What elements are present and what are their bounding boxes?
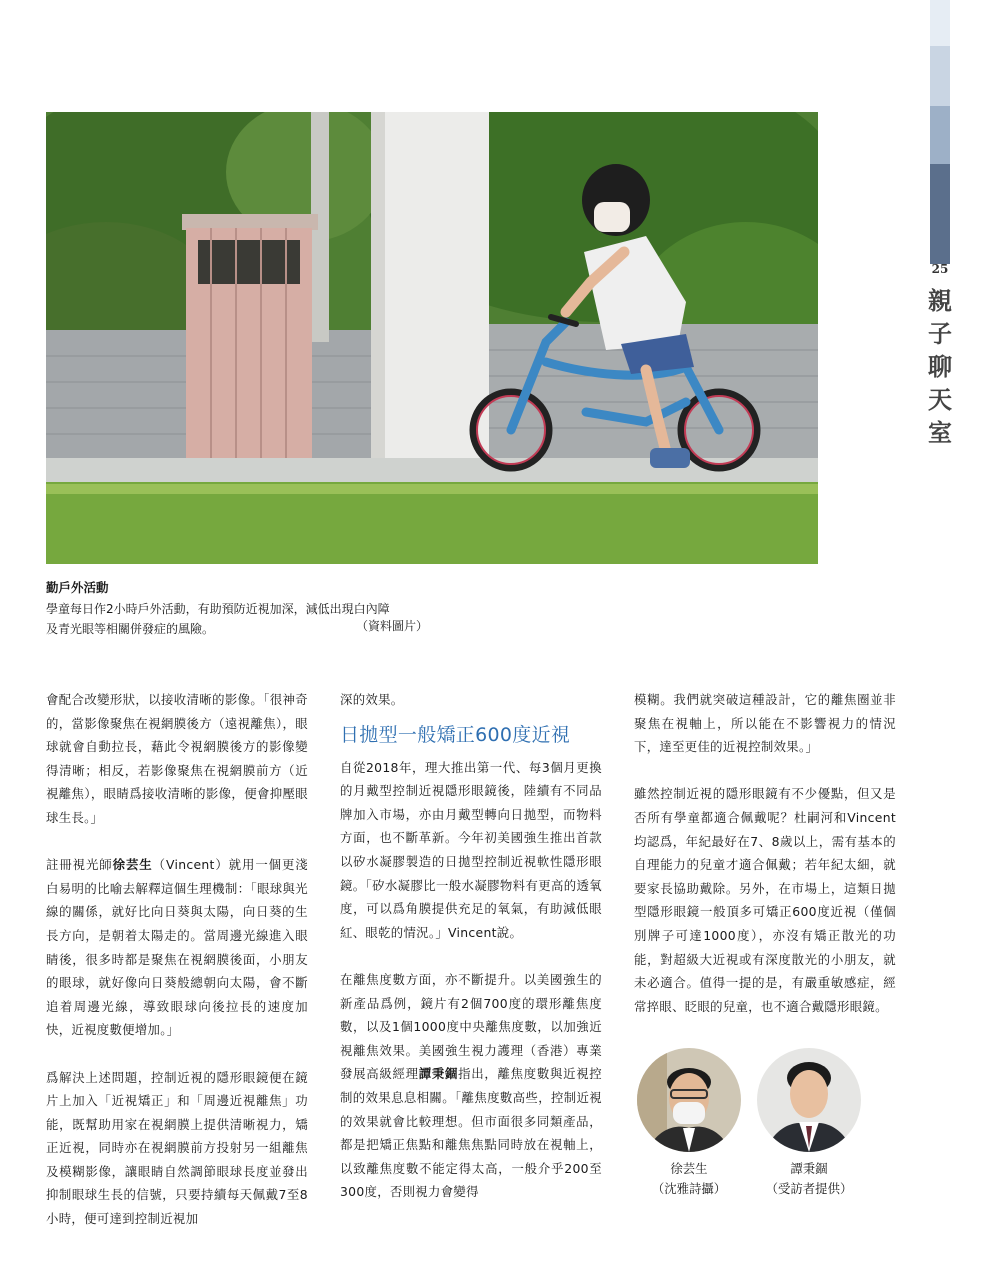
text-run: （Vincent）就用一個更淺白易明的比喻去解釋這個生理機制：「眼球與光線的關係，就好比向日葵與太陽，向日葵的生長方向，是朝着太陽走的。當周邊光線進入眼睛後，很多時都是聚焦在視網膜後面，小朋友的眼球，就好像向日葵般總朝向太陽，會不斷追着周邊光線，導致眼球向後拉長的速度加快，近視度數便增加。」 [46, 857, 308, 1038]
section-title [928, 284, 952, 449]
paragraph: 自從2018年，理大推出第一代、每3個月更換的月戴型控制近視隱形眼鏡後，陸續有不同品牌加入市場，亦由月戴型轉向日拋型，而物料方面，也不斷革新。今年初美國強生推出首款以矽水凝膠製造的日拋型控制近視軟性隱形眼鏡。「矽水凝膠比一般水凝膠物料有更高的透氧度，可以爲角膜提供充足的氧氣，有助減低眼紅、眼乾的情況。」Vincent說。 [340, 759, 602, 940]
caption-line: 及青光眼等相關併發症的風險。 [46, 622, 215, 636]
photo-illustration [46, 112, 818, 564]
section-title-char: 室 [928, 418, 952, 447]
portrait-caption [619, 1159, 759, 1199]
subheading: 日拋型一般矯正600度近視 [340, 723, 571, 746]
text-run: 在離焦度數方面，亦不斷提升。以美國強生的新產品爲例，鏡片有2個700度的環形離焦度數，以及1個1000度中央離焦度數，以加強近視離焦效果。美國強生視力護理（香港）專業發展高級經理 [340, 971, 602, 1082]
article-column-1 [46, 688, 308, 1254]
portrait-photo [757, 1048, 861, 1152]
margin-strip-4 [930, 164, 950, 264]
paragraph: 模糊。我們就突破這種設計，它的離焦圈並非聚焦在視軸上，所以能在不影響視力的情況下，達至更佳的近視控制效果。」 [634, 692, 896, 755]
portrait-illustration [637, 1048, 741, 1152]
text-run: 指出，離焦度數與近視控制的效果息息相關。「離焦度數高些，控制近視的效果就會比較理想。但市面很多同類產品，都是把矯正焦點和離焦焦點同時放在視軸上，以致離焦度數不能定得太高，一般介乎200至300度，否則視力會變得 [340, 1066, 602, 1200]
caption-credit: （資料圖片） [356, 619, 429, 633]
section-title-char: 天 [928, 385, 952, 414]
section-title-char: 親 [928, 286, 952, 315]
paragraph: 爲解決上述問題，控制近視的隱形眼鏡便在鏡片上加入「近視矯正」和「周邊近視離焦」功能，既幫助用家在視網膜上提供清晰視力，矯正近視，同時亦在視網膜前方投射另一組離焦及模糊影像，讓眼睛自然調節眼球長度並發出抑制眼球生長的信號，只要持續每天佩戴7至8小時，便可達到控制近視加 [46, 1069, 308, 1227]
portrait-photo [637, 1048, 741, 1152]
caption-line: 學童每日作2小時戶外活動，有助預防近視加深，減低出現白內障 [46, 602, 390, 616]
paragraph: 會配合改變形狀，以接收清晰的影像。「很神奇的，當影像聚焦在視網膜後方（遠視離焦），眼球就會自動拉長，藉此令視網膜後方的影像變得清晰；相反，若影像聚焦在視網膜前方（近視離焦），眼睛爲接收清晰的影像，便會抑壓眼球生長。」 [46, 692, 308, 825]
portrait-name: 譚秉錮 [790, 1161, 828, 1176]
section-title-char: 聊 [928, 352, 952, 381]
caption-title: 勤戶外活動 [46, 580, 109, 595]
article-column-2 [340, 688, 602, 1227]
margin-strip-2 [930, 46, 950, 106]
feature-photo-child-balance-bike [46, 112, 818, 564]
article-column-3 [634, 688, 896, 1042]
section-title-char: 子 [928, 319, 952, 348]
page-number: 25 [931, 262, 949, 276]
portrait-credit: （沈雅詩攝） [651, 1181, 727, 1196]
paragraph [340, 968, 602, 1204]
interviewee-name: 徐芸生 [112, 857, 153, 873]
portrait-credit: （受訪者提供） [765, 1181, 853, 1196]
margin-strip-1 [930, 0, 950, 46]
portrait-caption [739, 1159, 879, 1199]
text-run: 註冊視光師 [46, 857, 113, 873]
paragraph [46, 853, 308, 1042]
margin-strip-3 [930, 106, 950, 164]
paragraph: 深的效果。 [340, 692, 404, 707]
paragraph: 雖然控制近視的隱形眼鏡有不少優點，但又是否所有學童都適合佩戴呢？杜嗣河和Vincent均認爲，年紀最好在7、8歲以上，需有基本的自理能力的兒童才適合佩戴；若年紀太細，就要家長協助戴除。另外，在市場上，這類日拋型隱形眼鏡一般頂多可矯正600度近視（僅個別牌子可達1000度），亦沒有矯正散光的功能，對超級大近視或有深度散光的小朋友，就未必適合。值得一提的是，有嚴重敏感症，經常捽眼、眨眼的兒童，也不適合戴隱形眼鏡。 [634, 786, 896, 1014]
portrait-illustration [757, 1048, 861, 1152]
portrait-name: 徐芸生 [670, 1161, 708, 1176]
interviewee-name: 譚秉錮 [418, 1066, 459, 1082]
